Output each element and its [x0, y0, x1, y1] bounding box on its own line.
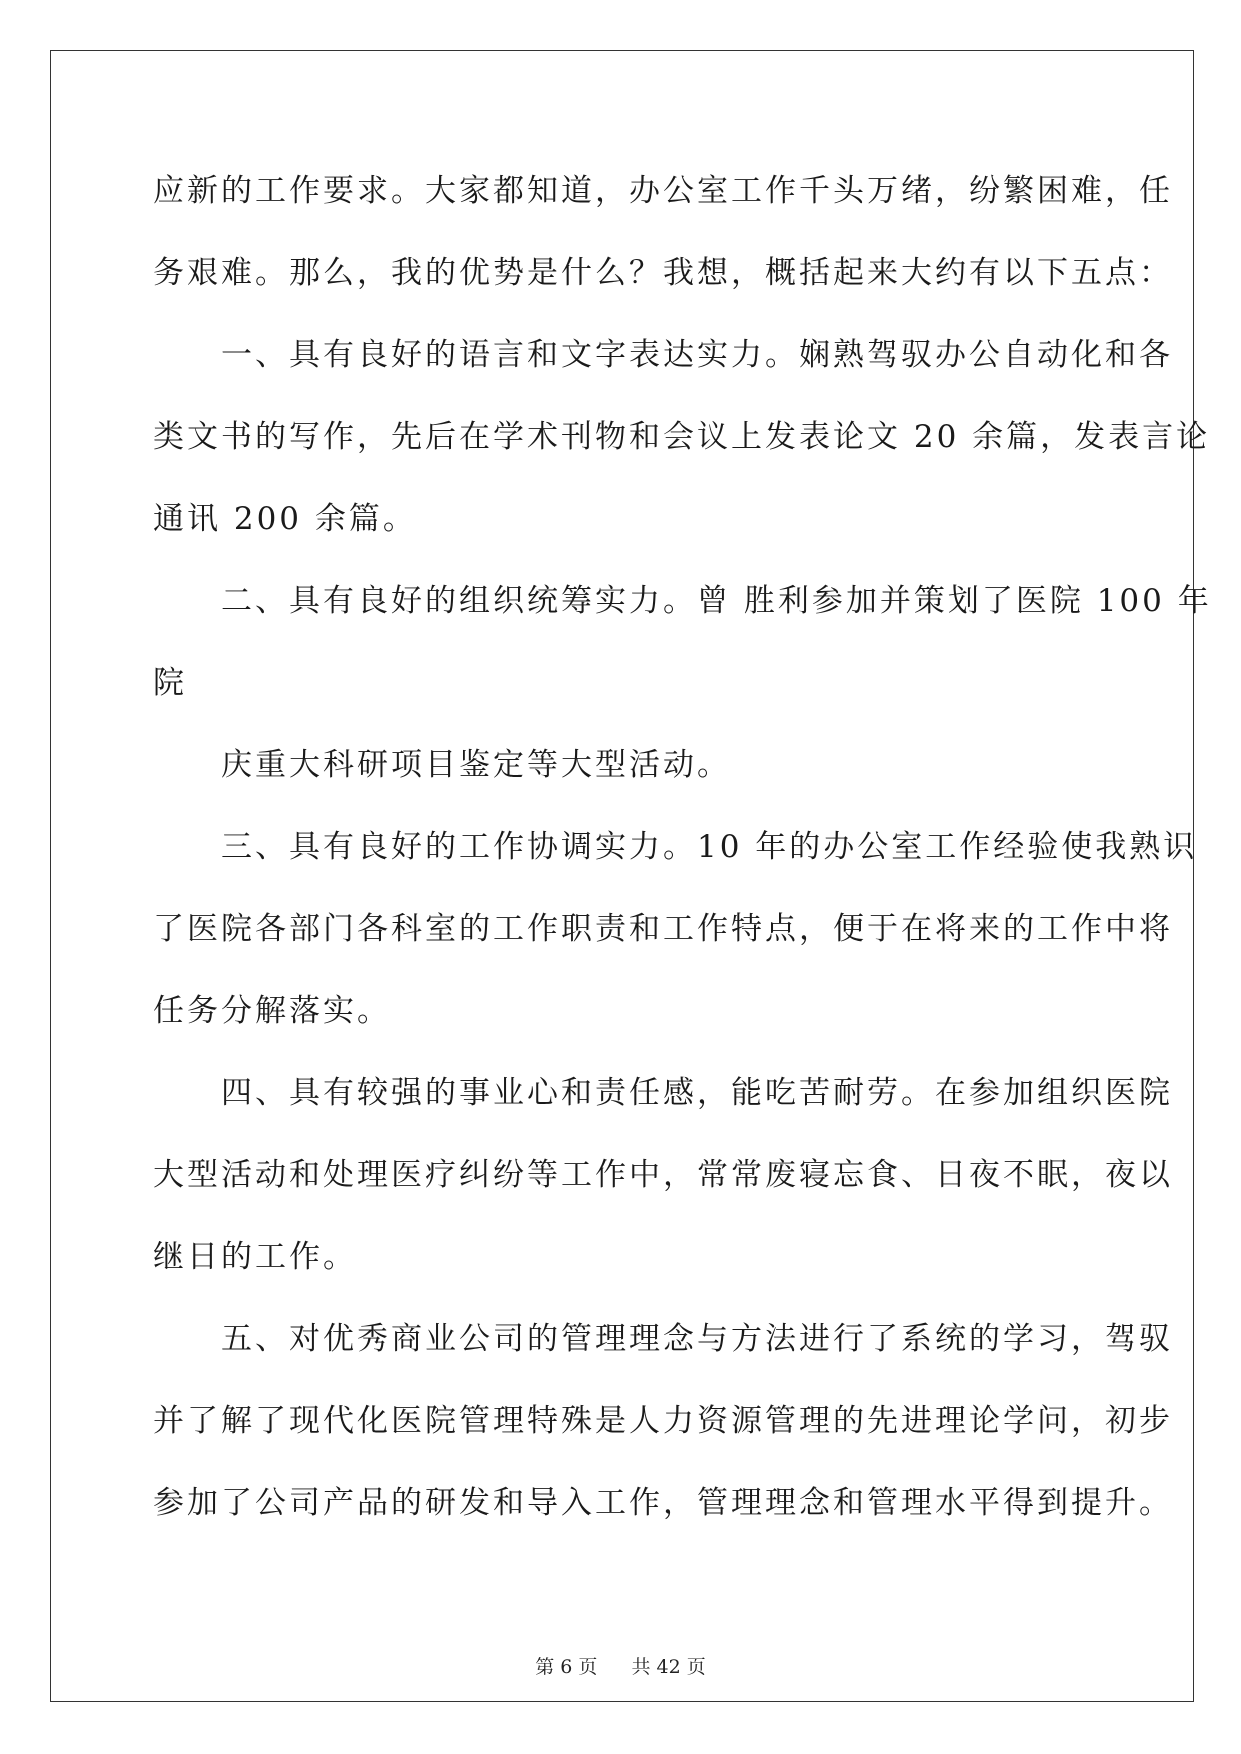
text-line: 五、对优秀商业公司的管理理念与方法进行了系统的学习，驾驭 [153, 1321, 1173, 1357]
text-line: 了医院各部门各科室的工作职责和工作特点，便于在将来的工作中将 [153, 911, 1173, 947]
text-line: 二、具有良好的组织统筹实力。曾 胜利参加并策划了医院 100 年 [153, 583, 1212, 619]
text-line: 并了解了现代化医院管理特殊是人力资源管理的先进理论学问，初步 [153, 1403, 1173, 1439]
text-line: 通讯 200 余篇。 [153, 501, 417, 537]
text-line: 院 [153, 665, 187, 701]
text-line: 应新的工作要求。大家都知道，办公室工作千头万绪，纷繁困难，任 [153, 173, 1173, 209]
text-line: 大型活动和处理医疗纠纷等工作中，常常废寝忘食、日夜不眠，夜以 [153, 1157, 1173, 1193]
text-line: 四、具有较强的事业心和责任感，能吃苦耐劳。在参加组织医院 [153, 1075, 1173, 1111]
text-line: 务艰难。那么，我的优势是什么？我想，概括起来大约有以下五点： [153, 255, 1173, 291]
body-text [153, 160, 1212, 1554]
text-line: 继日的工作。 [153, 1239, 357, 1275]
page-footer [0, 1652, 1241, 1679]
page-total: 共 42 页 [631, 1656, 706, 1678]
page-number: 第 6 页 [535, 1656, 598, 1678]
text-line: 任务分解落实。 [153, 993, 391, 1029]
text-line: 三、具有良好的工作协调实力。10 年的办公室工作经验使我熟识 [153, 829, 1198, 865]
text-line: 参加了公司产品的研发和导入工作，管理理念和管理水平得到提升。 [153, 1485, 1173, 1521]
text-line: 庆重大科研项目鉴定等大型活动。 [153, 747, 731, 783]
text-line: 一、具有良好的语言和文字表达实力。娴熟驾驭办公自动化和各 [153, 337, 1173, 373]
text-line: 类文书的写作，先后在学术刊物和会议上发表论文 20 余篇，发表言论 [153, 419, 1211, 455]
